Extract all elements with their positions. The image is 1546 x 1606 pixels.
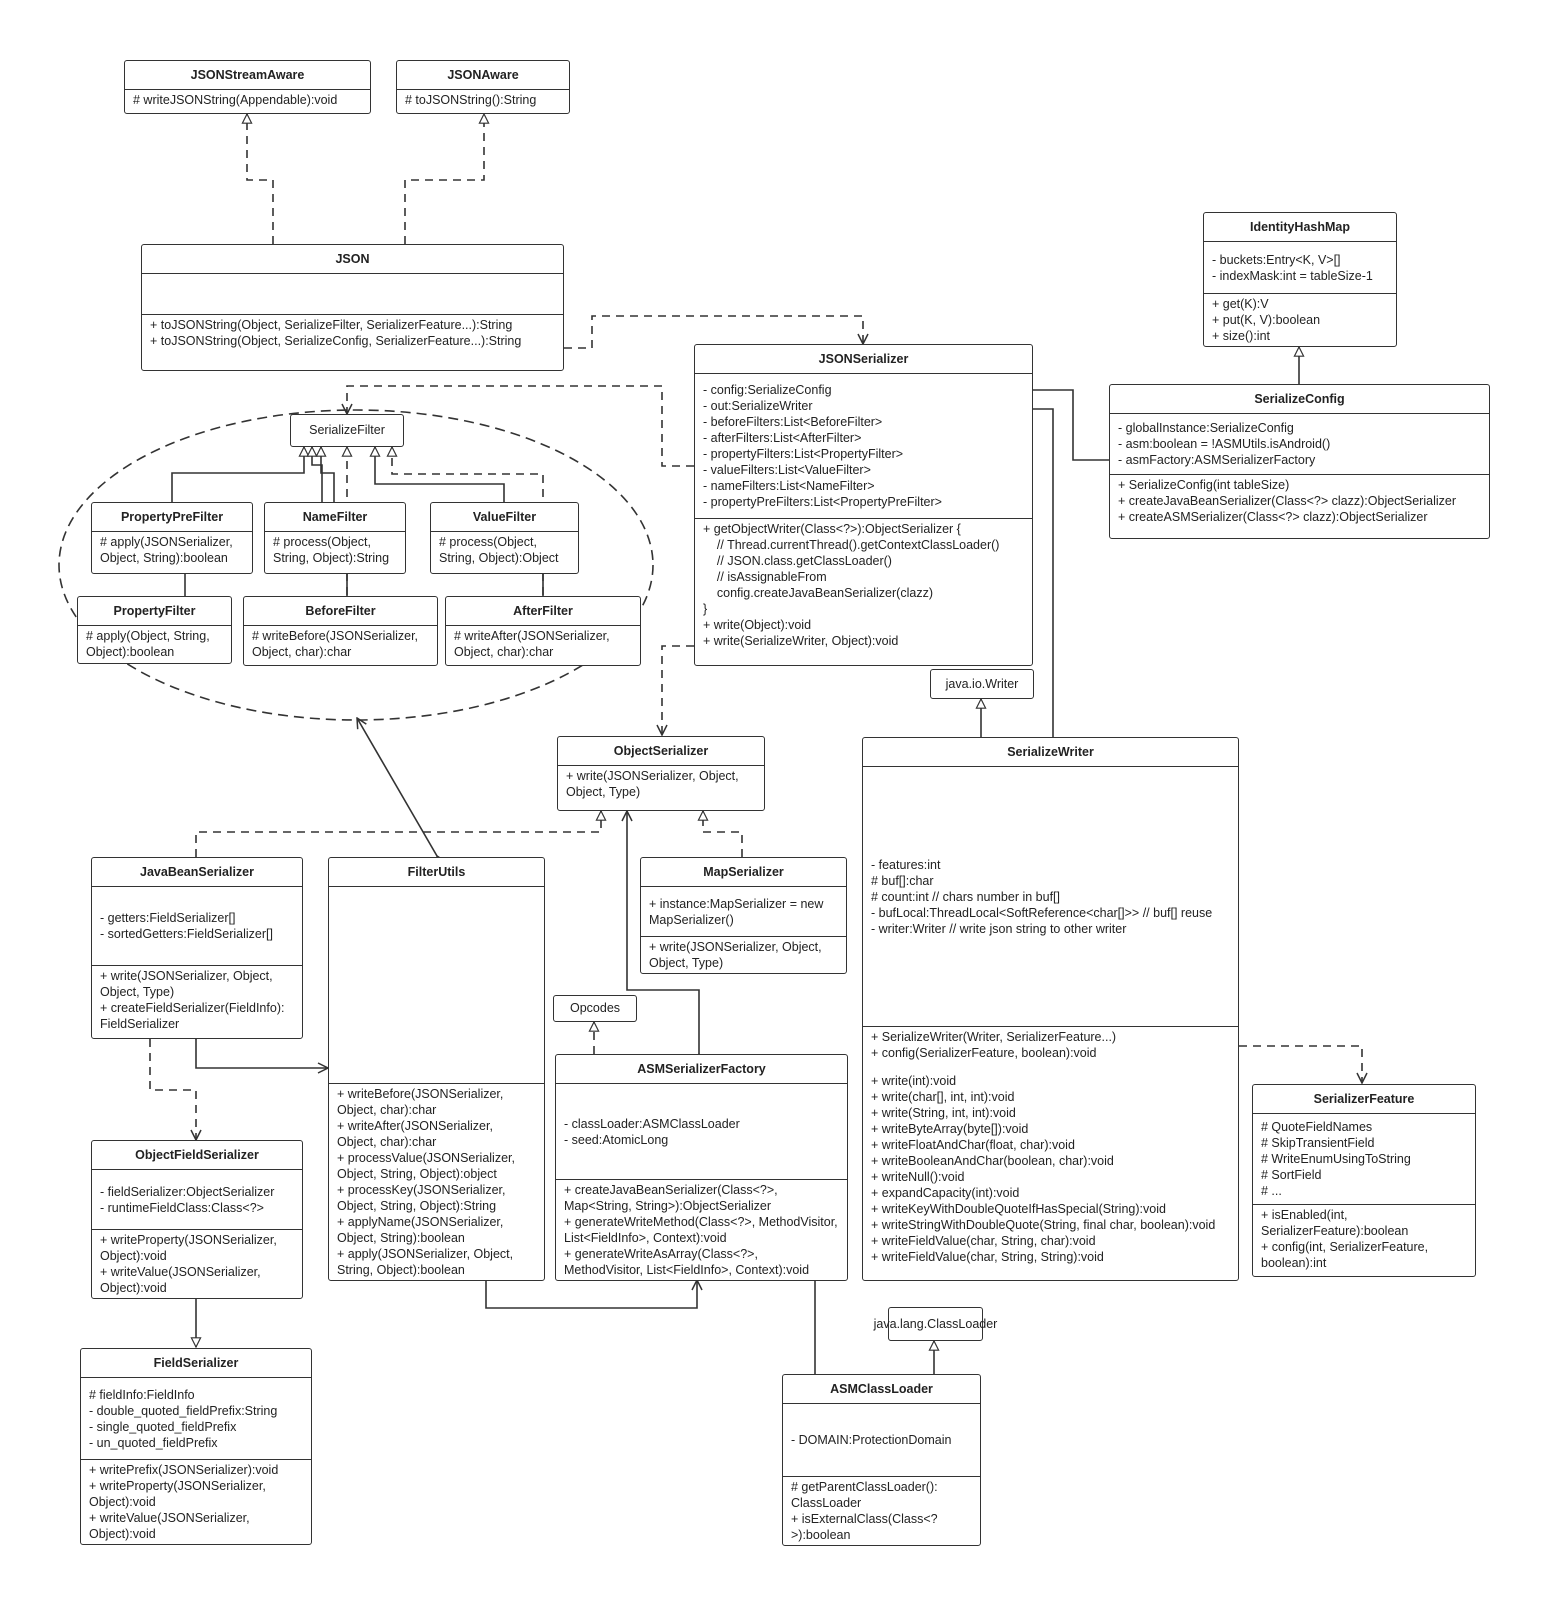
member-line: - sortedGetters:FieldSerializer[] [100,927,273,941]
class-name: BeforeFilter [244,597,437,626]
member-line: + writeProperty(JSONSerializer, Object):void [100,1233,281,1263]
member-line: + applyName(JSONSerializer, Object, String):boolean [337,1215,507,1245]
member-line: + toJSONString(Object, SerializeFilter, SerializerFeature...):String [150,318,513,332]
member-line: + isExternalClass(Class<?>):boolean [791,1512,938,1542]
attributes-section [142,274,563,314]
member-line: // isAssignableFrom [703,570,827,584]
member-line: # toJSONString():String [405,93,537,107]
member-line: + writeProperty(JSONSerializer, Object):void [89,1479,270,1509]
member-line: - afterFilters:List<AfterFilter> [703,431,862,445]
class-fieldserializer[interactable] [80,1348,312,1545]
serializeconfig-composed-in-jsonserializer [1033,390,1109,460]
class-beforefilter[interactable] [243,596,438,666]
member-line: + write(JSONSerializer, Object, Object, Type) [566,769,743,799]
member-line: # QuoteFieldNames [1261,1120,1373,1134]
member-line: + write(int):void [871,1074,957,1088]
member-line: - features:int [871,857,941,872]
operations-section [1253,1204,1475,1276]
class-propertyfilter[interactable] [77,596,232,664]
class-name: ASMSerializerFactory [556,1055,847,1084]
attributes-section [641,887,846,936]
member-line: - double_quoted_fieldPrefix:String [89,1403,278,1418]
json-realizes-jsonstreamaware [247,114,273,244]
member-line: + size():int [1212,329,1271,343]
member-line [871,1061,1230,1073]
class-name: JSONSerializer [695,345,1032,374]
mapserializer-realizes-objectserializer [703,811,742,857]
member-line: - DOMAIN:ProtectionDomain [791,1433,952,1447]
member-line: - seed:AtomicLong [564,1132,669,1147]
attributes-section [431,532,578,573]
member-line: + processKey(JSONSerializer, Object, String, Object):String [337,1183,509,1213]
member-line: # writeJSONString(Appendable):void [133,93,338,107]
member-line: + config(int, SerializerFeature, boolean):int [1261,1240,1432,1270]
class-identityhashmap[interactable] [1203,212,1397,347]
member-line: + apply(JSONSerializer, Object, String, Object):boolean [337,1247,517,1277]
member-line: - writer:Writer // write json string to other writer [871,921,1127,936]
member-line: - globalInstance:SerializeConfig [1118,421,1294,435]
operations-section [142,314,563,370]
note-javaiowriter[interactable]: java.io.Writer [930,669,1034,699]
member-line: + instance:MapSerializer = new MapSerializer() [649,896,827,927]
note-serializefilter[interactable]: SerializeFilter [290,414,404,447]
member-line: + writeBooleanAndChar(boolean, char):void [871,1154,1114,1168]
note-javalangclassloader[interactable]: java.lang.ClassLoader [888,1307,983,1341]
class-objectserializer[interactable] [557,736,765,811]
class-name: ObjectFieldSerializer [92,1141,302,1170]
member-line: + writeFloatAndChar(float, char):void [871,1138,1075,1152]
operations-section [1204,293,1396,346]
member-line: + writePrefix(JSONSerializer):void [89,1463,279,1477]
class-valuefilter[interactable] [430,502,579,574]
member-line: + createJavaBeanSerializer(Class<?>, Map<String, String>):ObjectSerializer [564,1183,782,1213]
member-line: + write(Object):void [703,618,812,632]
attributes-section [558,766,764,810]
attributes-section [1110,414,1489,474]
member-line: - config:SerializeConfig [703,383,832,397]
javabeanserializer-realizes-objectserializer [196,811,601,857]
attributes-section [92,887,302,965]
member-line: - buckets:Entry<K, V>[] [1212,252,1341,267]
member-line: # process(Object, String, Object):Object [439,535,559,565]
member-line: + processValue(JSONSerializer, Object, String, Object):object [337,1151,519,1181]
attributes-section [329,887,544,1083]
member-line: + writeKeyWithDoubleQuoteIfHasSpecial(String):void [871,1202,1166,1216]
member-line: // JSON.class.getClassLoader() [703,554,892,568]
class-name: PropertyPreFilter [92,503,252,532]
member-line: - propertyFilters:List<PropertyFilter> [703,447,904,461]
class-afterfilter[interactable] [445,596,641,666]
class-name: AfterFilter [446,597,640,626]
class-serializewriter[interactable] [862,737,1239,1281]
attributes-section [244,626,437,665]
member-line: + SerializeWriter(Writer, SerializerFeature...) [871,1030,1117,1044]
member-line: - un_quoted_fieldPrefix [89,1435,218,1450]
filterutils-asmfactory-association [486,1280,697,1308]
member-line: + write(String, int, int):void [871,1106,1016,1120]
member-line: + write(JSONSerializer, Object, Object, Type) [649,940,826,970]
class-name: JSONStreamAware [125,61,370,90]
member-line: # fieldInfo:FieldInfo [89,1387,195,1402]
member-line: - propertyPreFilters:List<PropertyPreFilter> [703,495,942,509]
member-line: # SortField [1261,1168,1322,1182]
class-json[interactable] [141,244,564,371]
class-mapserializer[interactable] [640,857,847,974]
member-line: - beforeFilters:List<BeforeFilter> [703,415,883,429]
namefilter2-realizes-serializefilter [321,447,334,502]
class-namefilter[interactable] [264,502,406,574]
member-line: } [703,602,708,616]
member-line: + writeStringWithDoubleQuote(String, final char, boolean):void [871,1218,1216,1232]
member-line: + writeBefore(JSONSerializer, Object, char):char [337,1087,507,1117]
member-line: + config(SerializerFeature, boolean):void [871,1046,1097,1060]
class-javabeanserializer[interactable] [91,857,303,1039]
member-line: # count:int // chars number in buf[] [871,889,1060,904]
member-line: + writeFieldValue(char, String, String):void [871,1250,1104,1264]
class-name: ValueFilter [431,503,578,532]
member-line: + write(SerializeWriter, Object):void [703,634,899,648]
member-line: + writeFieldValue(char, String, char):void [871,1234,1096,1248]
operations-section [695,518,1032,665]
member-line: - asm:boolean = !ASMUtils.isAndroid() [1118,437,1331,451]
attributes-section [863,767,1238,1026]
member-line: # writeBefore(JSONSerializer, Object, char):char [252,629,422,659]
member-line: # apply(JSONSerializer, Object, String):boolean [100,535,237,565]
operations-section [641,936,846,973]
class-name: JSON [142,245,563,274]
class-name: MapSerializer [641,858,846,887]
member-line: # process(Object, String, Object):String [273,535,390,565]
class-serializerfeature[interactable] [1252,1084,1476,1277]
note-opcodes[interactable]: Opcodes [553,995,637,1022]
member-line: + SerializeConfig(int tableSize) [1118,478,1290,492]
javabeanserializer-depends-objectfieldserializer [150,1039,196,1140]
member-line: + isEnabled(int, SerializerFeature):boolean [1261,1208,1409,1238]
member-line: + write(char[], int, int):void [871,1090,1015,1104]
class-name: ObjectSerializer [558,737,764,766]
member-line: + write(JSONSerializer, Object, Object, Type) [100,969,277,999]
member-line: + createASMSerializer(Class<?> clazz):ObjectSerializer [1118,510,1428,524]
operations-section [1110,474,1489,538]
member-line: + get(K):V [1212,297,1269,311]
filterutils-filters-association [357,718,437,856]
class-jsonstreamaware[interactable] [124,60,371,114]
member-line: - asmFactory:ASMSerializerFactory [1118,453,1316,467]
member-line: # apply(Object, String, Object):boolean [86,629,214,659]
class-serializeconfig[interactable] [1109,384,1490,539]
operations-section [783,1476,980,1545]
attributes-section [783,1404,980,1476]
attributes-section [397,90,569,113]
propertyprefilter-realizes-serializefilter [172,447,304,502]
member-line: config.createJavaBeanSerializer(clazz) [703,586,933,600]
operations-section [556,1179,847,1280]
attributes-section [92,532,252,573]
class-name: JavaBeanSerializer [92,858,302,887]
member-line: + writeByteArray(byte[]):void [871,1122,1029,1136]
member-line: + writeAfter(JSONSerializer, Object, char):char [337,1119,497,1149]
attributes-section [695,374,1032,518]
member-line: // Thread.currentThread().getContextClassLoader() [703,538,1000,552]
jsonserializer-depends-objectserializer [662,646,694,735]
operations-section [329,1083,544,1280]
class-asmclassloader[interactable] [782,1374,981,1546]
class-name: FieldSerializer [81,1349,311,1378]
member-line: - out:SerializeWriter [703,399,813,413]
member-line: + getObjectWriter(Class<?>):ObjectSerializer { [703,522,961,536]
member-line: + generateWriteMethod(Class<?>, MethodVisitor, List<FieldInfo>, Context):void [564,1215,842,1245]
attributes-section [446,626,640,665]
class-jsonaware[interactable] [396,60,570,114]
member-line: # getParentClassLoader(): ClassLoader [791,1480,942,1510]
member-line: + createJavaBeanSerializer(Class<?> clazz):ObjectSerializer [1118,494,1456,508]
member-line: - getters:FieldSerializer[] [100,911,236,925]
javabeanserializer-filterutils-association [196,1039,328,1068]
class-name: ASMClassLoader [783,1375,980,1404]
class-name: SerializeConfig [1110,385,1489,414]
member-line: + expandCapacity(int):void [871,1186,1020,1200]
member-line: - fieldSerializer:ObjectSerializer [100,1184,275,1199]
member-line: - bufLocal:ThreadLocal<SoftReference<char[]>> // buf[] reuse [871,905,1213,920]
class-filterutils[interactable] [328,857,545,1281]
operations-section [81,1459,311,1544]
class-name: SerializeWriter [863,738,1238,767]
attributes-section [125,90,370,113]
member-line: + writeValue(JSONSerializer, Object):void [100,1265,265,1295]
member-line: + writeNull():void [871,1170,965,1184]
member-line: - indexMask:int = tableSize-1 [1212,268,1373,283]
member-line: # ... [1261,1184,1282,1198]
member-line: - runtimeFieldClass:Class<?> [100,1200,264,1215]
member-line: # writeAfter(JSONSerializer, Object, char):char [454,629,614,659]
class-jsonserializer[interactable] [694,344,1033,666]
attributes-section [81,1378,311,1459]
member-line: + put(K, V):boolean [1212,313,1321,327]
operations-section [92,1229,302,1298]
member-line: + generateWriteAsArray(Class<?>, MethodVisitor, List<FieldInfo>, Context):void [564,1247,810,1277]
member-line: # WriteEnumUsingToString [1261,1152,1411,1166]
class-name: NameFilter [265,503,405,532]
class-name: PropertyFilter [78,597,231,626]
serializewriter-depends-serializerfeature [1239,1046,1362,1083]
serializewriter-composed-in-jsonserializer [1033,409,1053,737]
class-name: SerializerFeature [1253,1085,1475,1114]
member-line: - nameFilters:List<NameFilter> [703,479,875,493]
class-objectfieldserializer[interactable] [91,1140,303,1299]
class-name: FilterUtils [329,858,544,887]
attributes-section [78,626,231,663]
attributes-section [556,1084,847,1179]
operations-section [863,1026,1238,1280]
member-line: + createFieldSerializer(FieldInfo): FieldSerializer [100,1001,288,1031]
attributes-section [1204,242,1396,293]
member-line: + toJSONString(Object, SerializeConfig, SerializerFeature...):String [150,334,522,348]
attributes-section [1253,1114,1475,1204]
member-line: # SkipTransientField [1261,1136,1375,1150]
class-name: IdentityHashMap [1204,213,1396,242]
class-name: JSONAware [397,61,569,90]
member-line: - valueFilters:List<ValueFilter> [703,463,871,477]
class-propertyprefilter[interactable] [91,502,253,574]
member-line: + writeValue(JSONSerializer, Object):void [89,1511,254,1541]
attributes-section [92,1170,302,1229]
json-realizes-jsonaware [405,114,484,244]
member-line: # buf[]:char [871,873,934,888]
operations-section [92,965,302,1038]
member-line: - classLoader:ASMClassLoader [564,1116,740,1131]
member-line: - single_quoted_fieldPrefix [89,1419,237,1434]
attributes-section [265,532,405,573]
class-asmserializerfactory[interactable] [555,1054,848,1281]
